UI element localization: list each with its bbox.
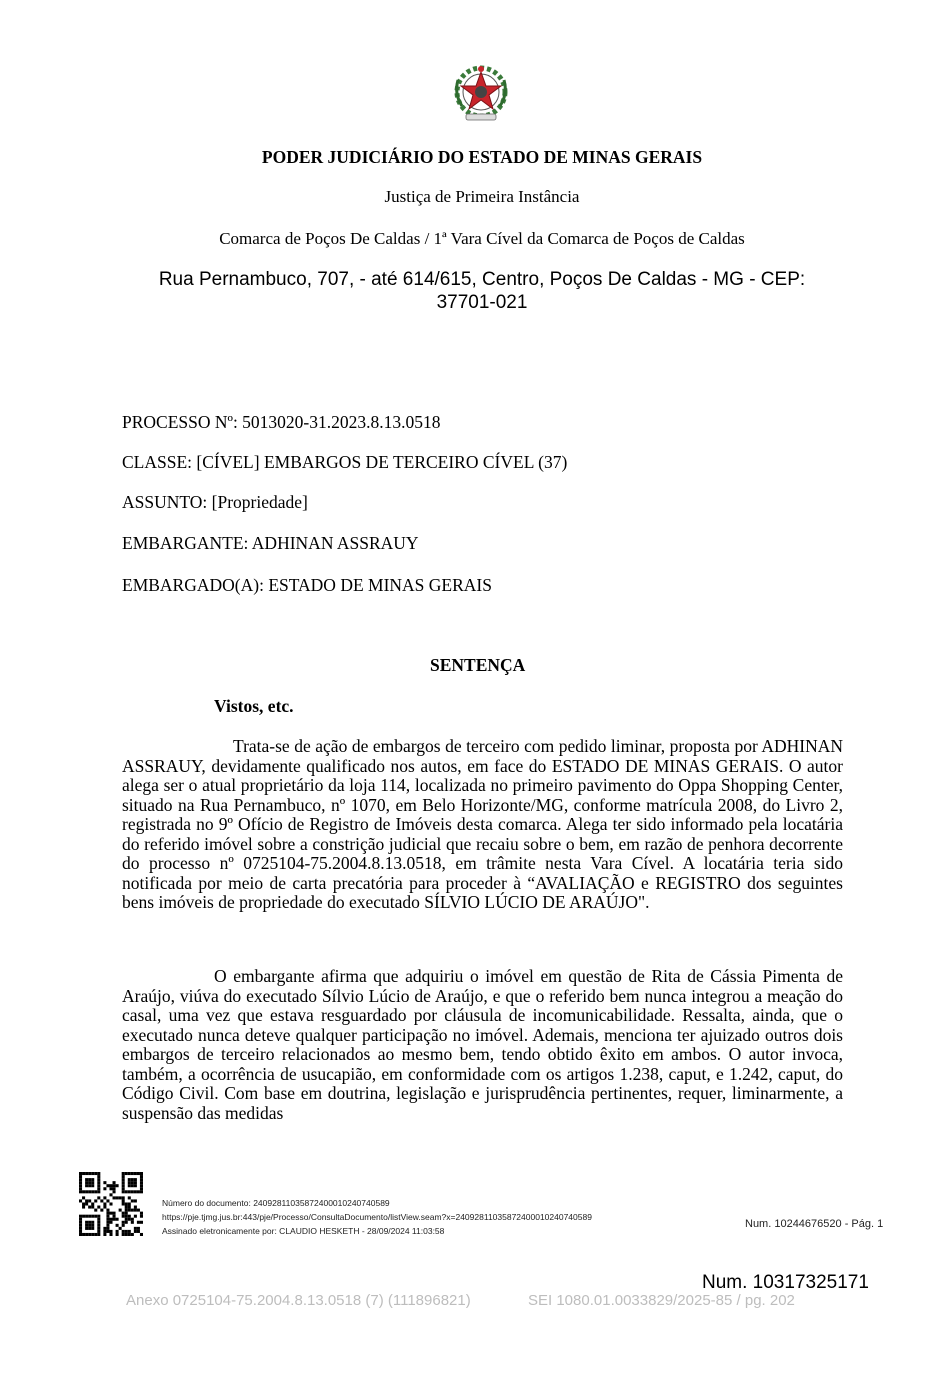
document-num: Num. 10317325171 xyxy=(702,1272,869,1293)
anexo-watermark: Anexo 0725104-75.2004.8.13.0518 (7) (111896821) xyxy=(126,1292,471,1309)
sentence-heading: SENTENÇA xyxy=(430,655,526,675)
paragraph-1 xyxy=(122,737,843,913)
qr-code-icon xyxy=(79,1172,143,1236)
opening-line: Vistos, etc. xyxy=(214,696,294,716)
document-url[interactable]: https://pje.tjmg.jus.br:443/pje/Processo/ConsultaDocumento/listView.seam?x=24092811035872400010240740589 xyxy=(162,1212,592,1222)
paragraph-2-text: O embargante afirma que adquiriu o imóvel em questão de Rita de Cássia Pimenta de Araújo, viúva do executado Sílvio Lúcio de Araújo, e que o referido bem nunca integrou a meação do casal, uma vez que estava resguardado por cláusula de incomunicabilidade. Ressalta, ainda, que o executado nunca deteve qualquer participação no imóvel. Ademais, menciona ter ajuizado outros dois embargos de terceiro relacionados ao mesmo bem, tendo obtido êxito em ambos. O autor invoca, também, a ocorrência de usucapião, em conformidade com os artigos 1.238, caput, e 1.242, caput, do Código Civil. Com base em doutrina, legislação e jurisprudência pertinentes, requer, liminarmente, a suspensão das medidas xyxy=(122,966,843,1123)
page-number: Num. 10244676520 - Pág. 1 xyxy=(745,1218,884,1230)
court-title: PODER JUDICIÁRIO DO ESTADO DE MINAS GERAIS xyxy=(261,147,703,167)
comarca-label: Comarca de Poços De Caldas / 1ª Vara Cível da Comarca de Poços de Caldas xyxy=(219,229,745,248)
case-class: CLASSE: [CÍVEL] EMBARGOS DE TERCEIRO CÍVEL (37) xyxy=(122,452,568,472)
court-address: Rua Pernambuco, 707, - até 614/615, Centro, Poços De Caldas - MG - CEP: 37701-021 xyxy=(158,269,806,313)
process-number: PROCESSO Nº: 5013020-31.2023.8.13.0518 xyxy=(122,412,441,432)
instance-label: Justiça de Primeira Instância xyxy=(384,187,580,206)
embargado: EMBARGADO(A): ESTADO DE MINAS GERAIS xyxy=(122,575,492,595)
embargante: EMBARGANTE: ADHINAN ASSRAUY xyxy=(122,533,419,553)
paragraph-1-text: Trata-se de ação de embargos de terceiro com pedido liminar, proposta por ADHINAN ASSRAUY, devidamente qualificado nos autos, em face do ESTADO DE MINAS GERAIS. O autor alega ser o atual proprietário da loja 114, localizada no primeiro pavimento do Oppa Shopping Center, situado na Rua Pernambuco, nº 1070, em Belo Horizonte/MG, conforme matrícula 2008, do Livro 2, registrada no 9º Ofício de Registro de Imóveis desta comarca. Alega ter sido informado pela locatária do referido imóvel sobre a constrição judicial que recaiu sobre o bem, em razão de penhora decorrente do processo nº 0725104-75.2004.8.13.0518, em trâmite nesta Vara Cível. A locatária teria sido notificada por meio de carta precatória para proceder à “AVALIAÇÃO e REGISTRO dos seguintes bens imóveis de propriedade do executado SÍLVIO LÚCIO DE ARAÚJO". xyxy=(122,736,843,912)
paragraph-2 xyxy=(122,967,843,1123)
sei-watermark: SEI 1080.01.0033829/2025-85 / pg. 202 xyxy=(528,1292,795,1309)
document-number: Número do documento: 24092811035872400010240740589 xyxy=(162,1198,390,1208)
coat-of-arms-icon xyxy=(446,60,516,130)
case-subject: ASSUNTO: [Propriedade] xyxy=(122,492,308,512)
signature-line: Assinado eletronicamente por: CLAUDIO HESKETH - 28/09/2024 11:03:58 xyxy=(162,1226,445,1236)
